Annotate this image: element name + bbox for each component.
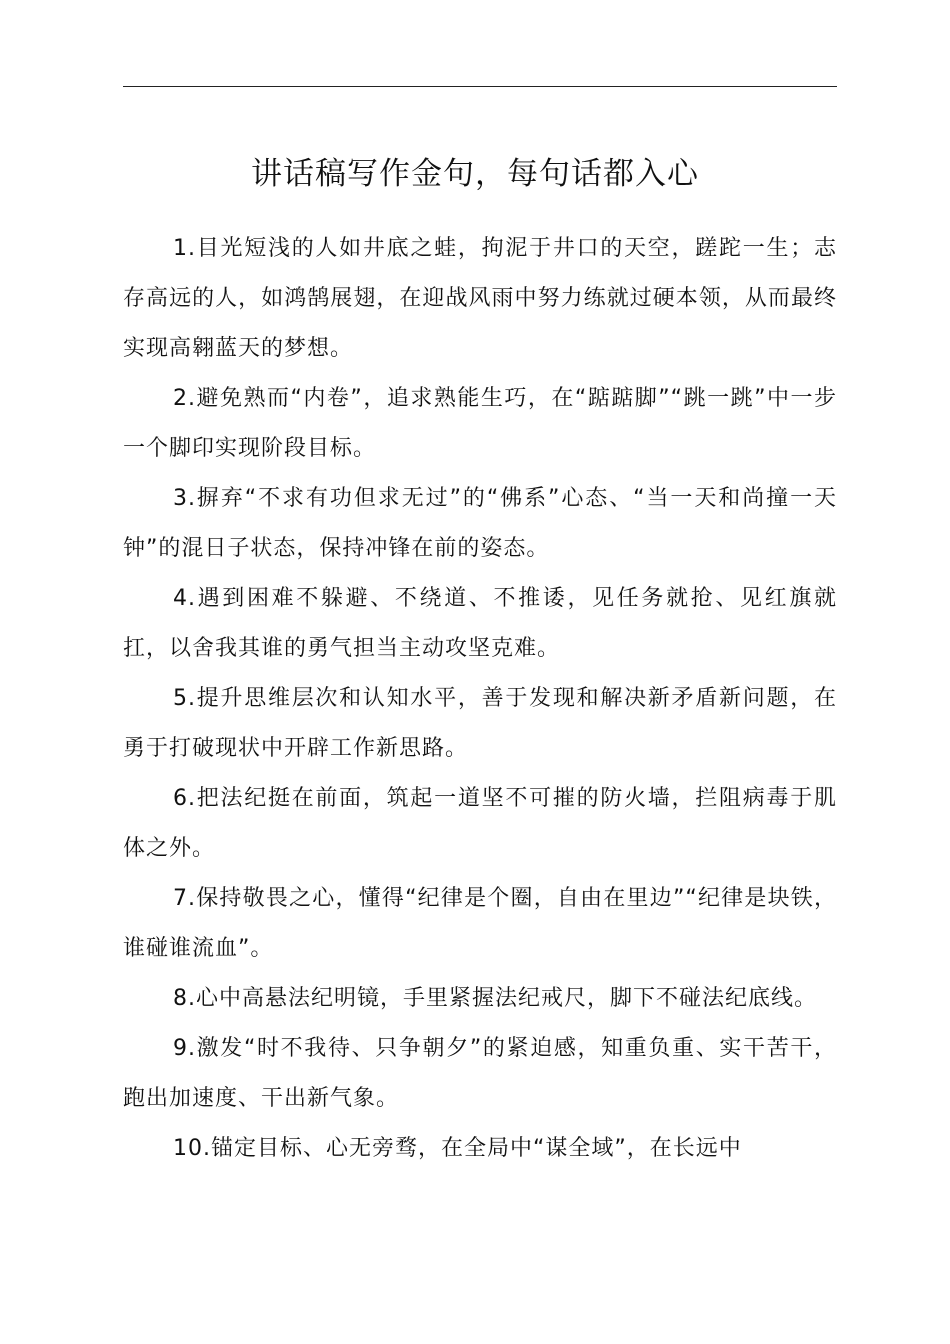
paragraph-6: 6.把法纪挺在前面，筑起一道坚不可摧的防火墙，拦阻病毒于肌体之外。 — [123, 786, 837, 861]
document-body — [123, 224, 837, 1174]
paragraph-3: 3.摒弃“不求有功但求无过”的“佛系”心态、“当一天和尚撞一天钟”的混日子状态，保持冲锋在前的姿态。 — [123, 486, 837, 561]
paragraph-7: 7.保持敬畏之心，懂得“纪律是个圈，自由在里边”“纪律是块铁，谁碰谁流血”。 — [123, 886, 837, 961]
paragraph-4: 4.遇到困难不躲避、不绕道、不推诿，见任务就抢、见红旗就扛，以舍我其谁的勇气担当主动攻坚克难。 — [123, 586, 837, 661]
document-title: 讲话稿写作金句，每句话都入心 — [251, 156, 699, 192]
paragraph-2: 2.避免熟而“内卷”，追求熟能生巧，在“踮踮脚”“跳一跳”中一步一个脚印实现阶段目标。 — [123, 386, 837, 461]
paragraph-10: 10.锚定目标、心无旁骛，在全局中“谋全域”，在长远中 — [173, 1136, 742, 1161]
paragraph-8: 8.心中高悬法纪明镜，手里紧握法纪戒尺，脚下不碰法纪底线。 — [173, 986, 817, 1011]
paragraph-9: 9.激发“时不我待、只争朝夕”的紧迫感，知重负重、实干苦干，跑出加速度、干出新气象。 — [123, 1036, 837, 1111]
paragraph-5: 5.提升思维层次和认知水平，善于发现和解决新矛盾新问题，在勇于打破现状中开辟工作新思路。 — [123, 686, 837, 761]
header-rule — [123, 86, 837, 87]
paragraph-1: 1.目光短浅的人如井底之蛙，拘泥于井口的天空，蹉跎一生；志存高远的人，如鸿鹄展翅，在迎战风雨中努力练就过硬本领，从而最终实现高翱蓝天的梦想。 — [123, 236, 837, 361]
